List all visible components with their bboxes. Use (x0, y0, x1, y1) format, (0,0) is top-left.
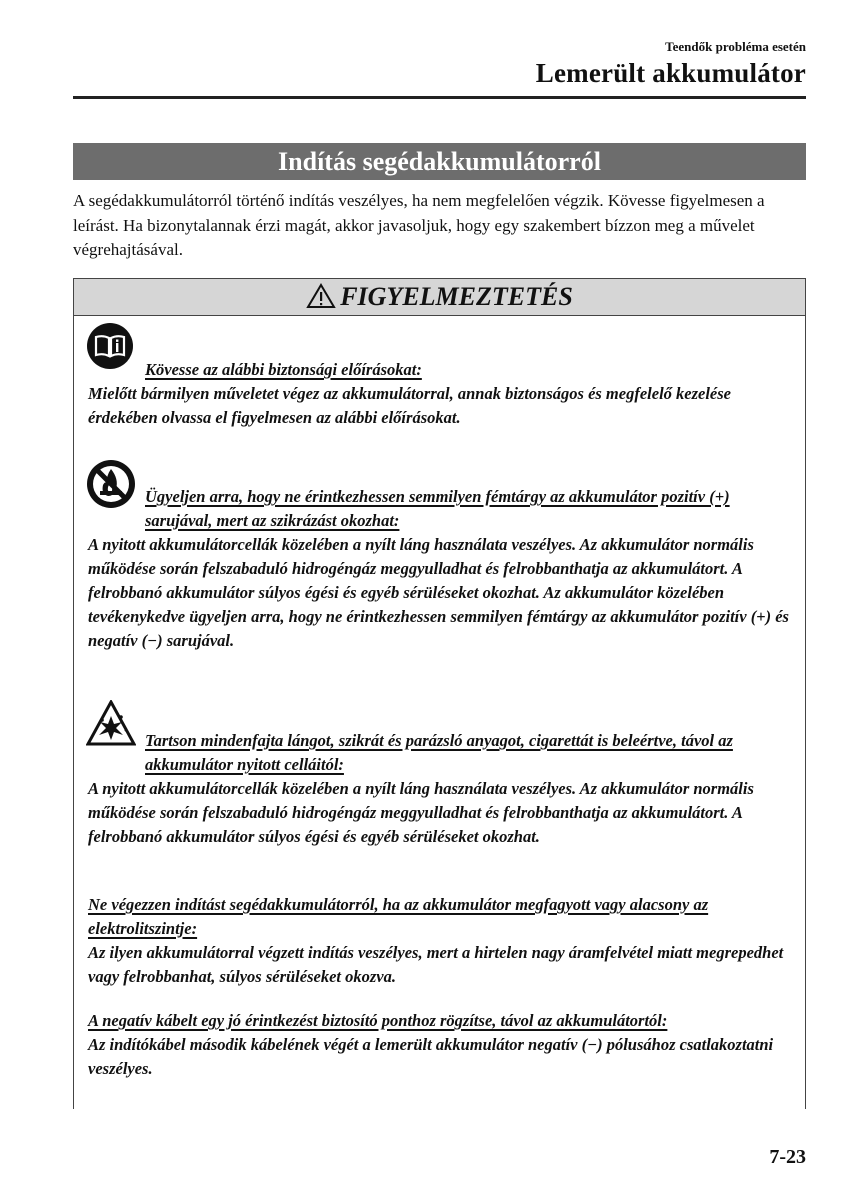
warning-item-2-body: A nyitott akkumulátorcellák közelében a nyílt láng használata veszélyes. Az akkumulátor normális működése során felszabaduló hidrogéngáz meggyulladhat és felrobbanthatja az akkumulátort. A felrobbanó akkumulátor súlyos égési és egyéb sérüléseket okozhat. Az akkumulátor közelében tevékenykedve ügyeljen arra, hogy ne érintkezhessen semmilyen fémtárgy az akkumulátor pozitív (+) és negatív (−) sarujával. (88, 535, 789, 650)
warning-header (74, 279, 805, 316)
intro-paragraph: A segédakkumulátorról történő indítás veszélyes, ha nem megfelelően végzik. Kövesse figyelmesen a leírást. Ha bizonytalannak érzi magát, akkor javasoljuk, hogy egy szakembert bízzon meg a művelet végrehajtásával. (73, 191, 765, 259)
warning-box (73, 278, 806, 1109)
header-divider (73, 96, 806, 99)
warning-item-5-heading: A negatív kábelt egy jó érintkezést biztosító ponthoz rögzítse, távol az akkumulátortól: (88, 1011, 668, 1030)
page-number: 7-23 (769, 1146, 806, 1168)
warning-item-3-heading: Tartson mindenfajta lángot, szikrát és parázsló anyagot, cigarettát is beleértve, távol az akkumulátor nyitott celláitól: (145, 731, 733, 774)
warning-item-2-heading: Ügyeljen arra, hogy ne érintkezhessen semmilyen fémtárgy az akkumulátor pozitív (+) sarujával, mert az szikrázást okozhat: (145, 487, 730, 530)
warning-triangle-icon (306, 283, 336, 309)
warning-item-1-heading: Kövesse az alábbi biztonsági előírásokat: (145, 360, 422, 379)
warning-item-3-body: A nyitott akkumulátorcellák közelében a nyílt láng használata veszélyes. Az akkumulátor normális működése során felszabaduló hidrogéngáz meggyulladhat és felrobbanthatja az akkumulátort. A felrobbanó akkumulátor súlyos égési és egyéb sérüléseket okozhat. (88, 779, 754, 846)
section-title: Indítás segédakkumulátorról (73, 143, 806, 180)
warning-item-4-body: Az ilyen akkumulátorral végzett indítás veszélyes, mert a hirtelen nagy áramfelvétel miatt megrepedhet vagy felrobbanhat, súlyos sérüléseket okozva. (88, 943, 784, 986)
warning-item-4-heading: Ne végezzen indítást segédakkumulátorról, ha az akkumulátor megfagyott vagy alacsony az elektrolitszintje: (88, 895, 709, 938)
chapter-label: Teendők probléma esetén (665, 39, 806, 54)
warning-item-1-body: Mielőtt bármilyen műveletet végez az akkumulátorral, annak biztonságos és megfelelő kezelése érdekében olvassa el figyelmesen az alábbi előírásokat. (88, 384, 732, 427)
page-title: Lemerült akkumulátor (535, 58, 806, 88)
warning-title: FIGYELMEZTETÉS (340, 282, 573, 311)
warning-item-5-body: Az indítókábel második kábelének végét a lemerült akkumulátor negatív (−) pólusához csatlakoztatni veszélyes. (88, 1035, 774, 1078)
